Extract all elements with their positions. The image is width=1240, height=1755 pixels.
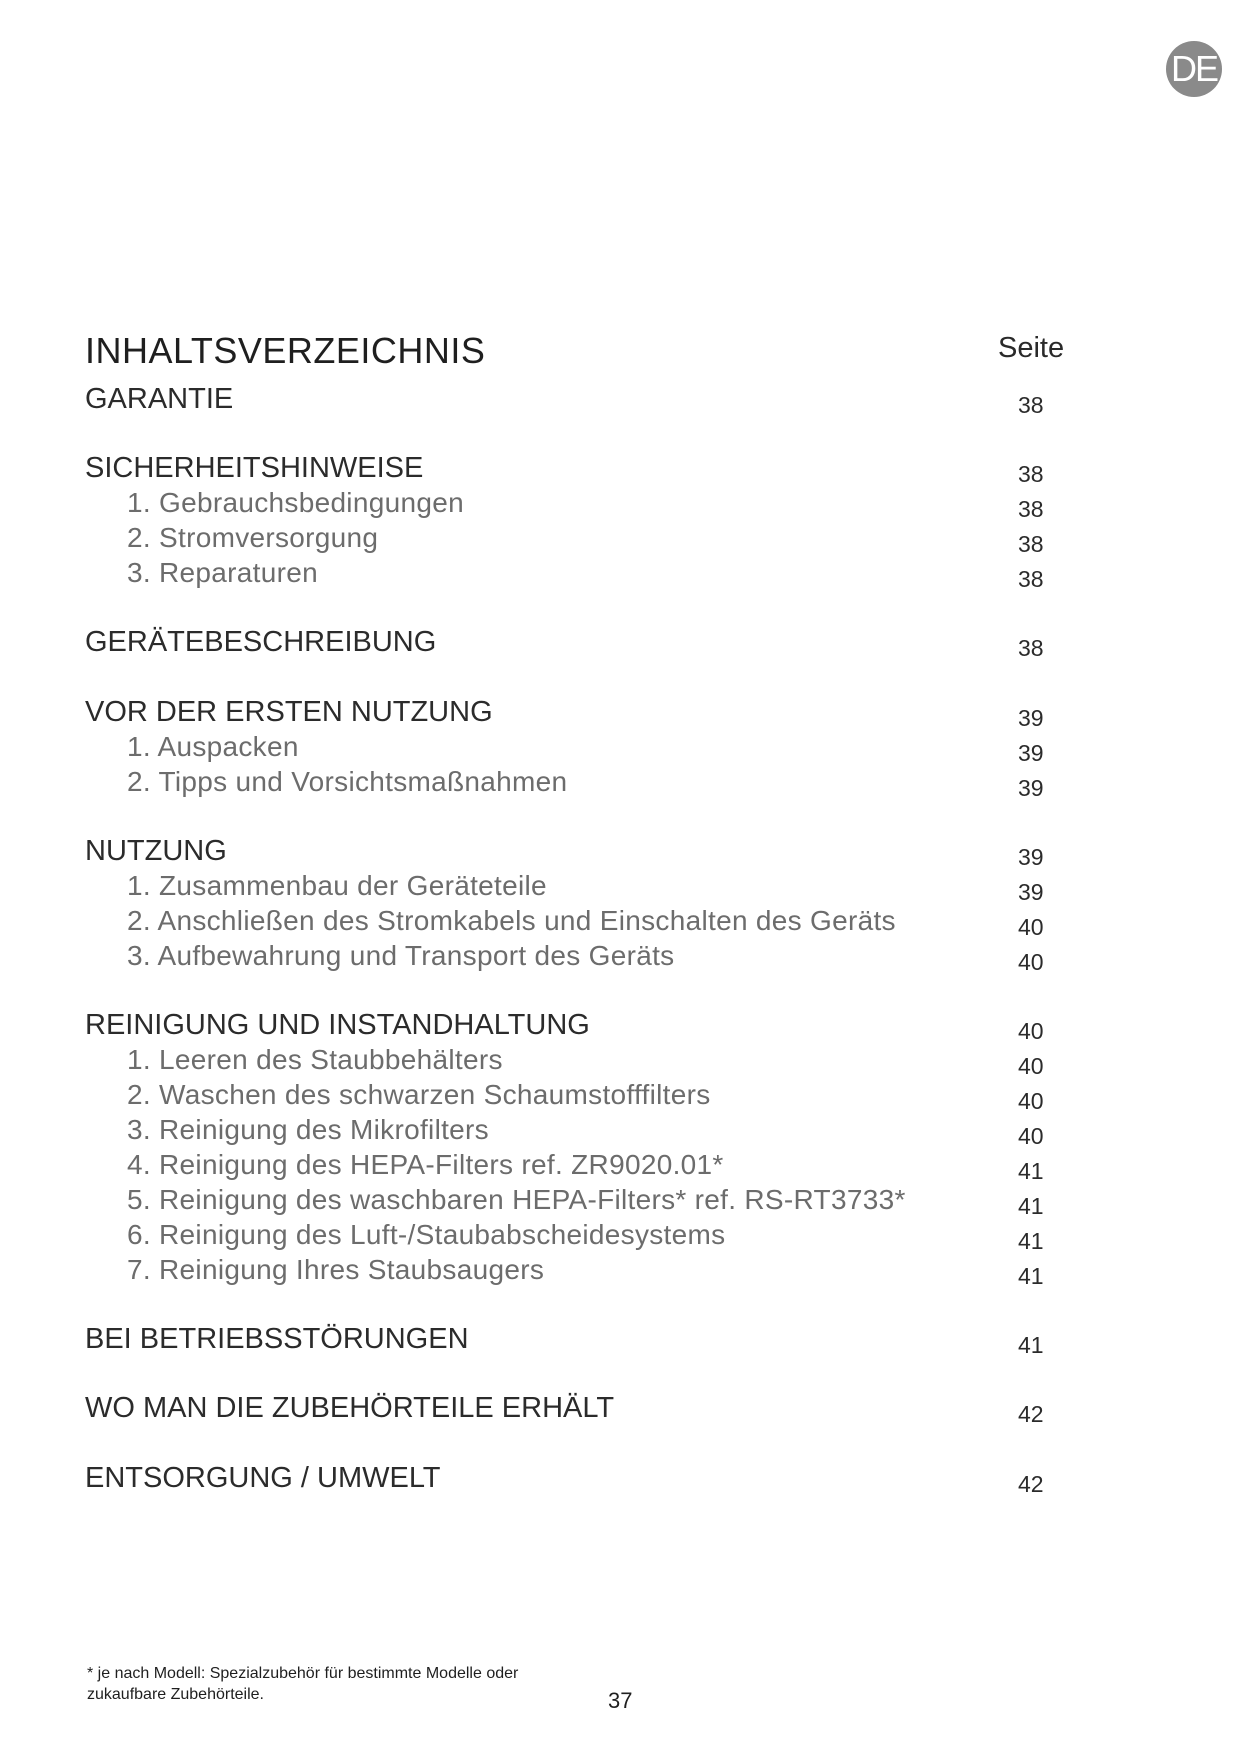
toc-entry-page: 41 <box>1018 1158 1044 1184</box>
toc-entry-label: 2. Tipps und Vorsichtsmaßnahmen <box>127 766 568 797</box>
toc-subentry <box>0 521 1240 555</box>
toc-entry-vor-der-ersten-nutzung <box>0 695 1240 729</box>
toc-subentry <box>0 1218 1240 1252</box>
toc-entry-page: 41 <box>1018 1332 1044 1358</box>
toc-entry-label: 2. Stromversorgung <box>127 522 379 553</box>
toc-entry-reinigung-und-instandhaltung <box>0 1008 1240 1042</box>
toc-entry-page: 38 <box>1018 496 1044 522</box>
toc-entry-label: GARANTIE <box>85 383 234 415</box>
toc-entry-sicherheitshinweise <box>0 451 1240 485</box>
toc-entry-zubehoerteile <box>0 1391 1240 1425</box>
toc-entry-label: 7. Reinigung Ihres Staubsaugers <box>127 1254 545 1285</box>
toc-subentry <box>0 1078 1240 1112</box>
toc-entry-nutzung <box>0 834 1240 868</box>
toc-entry-page: 42 <box>1018 1471 1044 1497</box>
toc-entry-page: 40 <box>1018 914 1044 940</box>
toc-entry-page: 38 <box>1018 531 1044 557</box>
toc-subentry <box>0 1183 1240 1217</box>
toc-entry-label: 5. Reinigung des waschbaren HEPA-Filters* ref. RS-RT3733* <box>127 1184 906 1215</box>
toc-subentry <box>0 1148 1240 1182</box>
toc-entry-label: WO MAN DIE ZUBEHÖRTEILE ERHÄLT <box>85 1392 615 1424</box>
toc-entry-label: 1. Gebrauchsbedingungen <box>127 487 464 518</box>
toc-entry-page: 38 <box>1018 392 1044 418</box>
toc-entry-label: BEI BETRIEBSSTÖRUNGEN <box>85 1323 469 1355</box>
footnote <box>87 1663 607 1705</box>
toc-title: INHALTSVERZEICHNIS <box>85 330 486 371</box>
toc-entry-bei-betriebsstoerungen <box>0 1322 1240 1356</box>
page-column-label: Seite <box>998 332 1065 364</box>
toc-subentry <box>0 486 1240 520</box>
toc-entry-entsorgung-umwelt <box>0 1461 1240 1495</box>
toc-entry-label: 2. Anschließen des Stromkabels und Einschalten des Geräts <box>127 905 896 936</box>
toc-entry-page: 41 <box>1018 1228 1044 1254</box>
toc-entry-page: 40 <box>1018 1088 1044 1114</box>
toc-entry-garantie <box>0 382 1240 416</box>
toc-entry-label: NUTZUNG <box>85 835 227 867</box>
toc-entry-page: 39 <box>1018 705 1044 731</box>
toc-entry-label: 3. Reparaturen <box>127 557 318 588</box>
toc-entry-label: GERÄTEBESCHREIBUNG <box>85 626 437 658</box>
toc-entry-label: VOR DER ERSTEN NUTZUNG <box>85 696 493 728</box>
toc-entry-label: 1. Leeren des Staubbehälters <box>127 1044 503 1075</box>
toc-entry-label: 4. Reinigung des HEPA-Filters ref. ZR9020.01* <box>127 1149 724 1180</box>
toc-subentry <box>0 765 1240 799</box>
toc-entry-page: 41 <box>1018 1193 1044 1219</box>
toc-entry-geraetebeschreibung <box>0 625 1240 659</box>
toc-entry-page: 38 <box>1018 566 1044 592</box>
toc-entry-label: 2. Waschen des schwarzen Schaumstofffilters <box>127 1079 711 1110</box>
toc-subentry <box>0 904 1240 938</box>
toc-entry-page: 39 <box>1018 879 1044 905</box>
footnote-line: zukaufbare Zubehörteile. <box>87 1686 264 1703</box>
toc-entry-page: 39 <box>1018 740 1044 766</box>
toc-subentry <box>0 1253 1240 1287</box>
toc-entry-label: 3. Aufbewahrung und Transport des Geräts <box>127 940 675 971</box>
toc-entry-label: 1. Auspacken <box>127 731 299 762</box>
toc-subentry <box>0 869 1240 903</box>
page-number: 37 <box>608 1688 633 1713</box>
toc-subentry <box>0 1043 1240 1077</box>
toc-entry-page: 40 <box>1018 949 1044 975</box>
language-badge: DE <box>1166 41 1222 97</box>
toc-subentry <box>0 939 1240 973</box>
toc-entry-page: 40 <box>1018 1123 1044 1149</box>
toc-entry-page: 38 <box>1018 635 1044 661</box>
toc-entry-page: 42 <box>1018 1401 1044 1427</box>
toc-entry-page: 39 <box>1018 775 1044 801</box>
toc-entry-label: REINIGUNG UND INSTANDHALTUNG <box>85 1009 590 1041</box>
toc-subentry <box>0 730 1240 764</box>
toc-entry-label: 1. Zusammenbau der Geräteteile <box>127 870 547 901</box>
toc-entry-page: 41 <box>1018 1263 1044 1289</box>
toc-entry-page: 39 <box>1018 844 1044 870</box>
toc-entry-label: ENTSORGUNG / UMWELT <box>85 1462 441 1494</box>
toc-entry-page: 40 <box>1018 1018 1044 1044</box>
toc-entry-label: 3. Reinigung des Mikrofilters <box>127 1114 489 1145</box>
toc-subentry <box>0 556 1240 590</box>
toc-entry-page: 40 <box>1018 1053 1044 1079</box>
footnote-line: * je nach Modell: Spezialzubehör für bestimmte Modelle oder <box>87 1665 519 1682</box>
toc-entry-page: 38 <box>1018 461 1044 487</box>
toc-entry-label: 6. Reinigung des Luft-/Staubabscheidesystems <box>127 1219 726 1250</box>
toc-entry-label: SICHERHEITSHINWEISE <box>85 452 424 484</box>
toc-subentry <box>0 1113 1240 1147</box>
